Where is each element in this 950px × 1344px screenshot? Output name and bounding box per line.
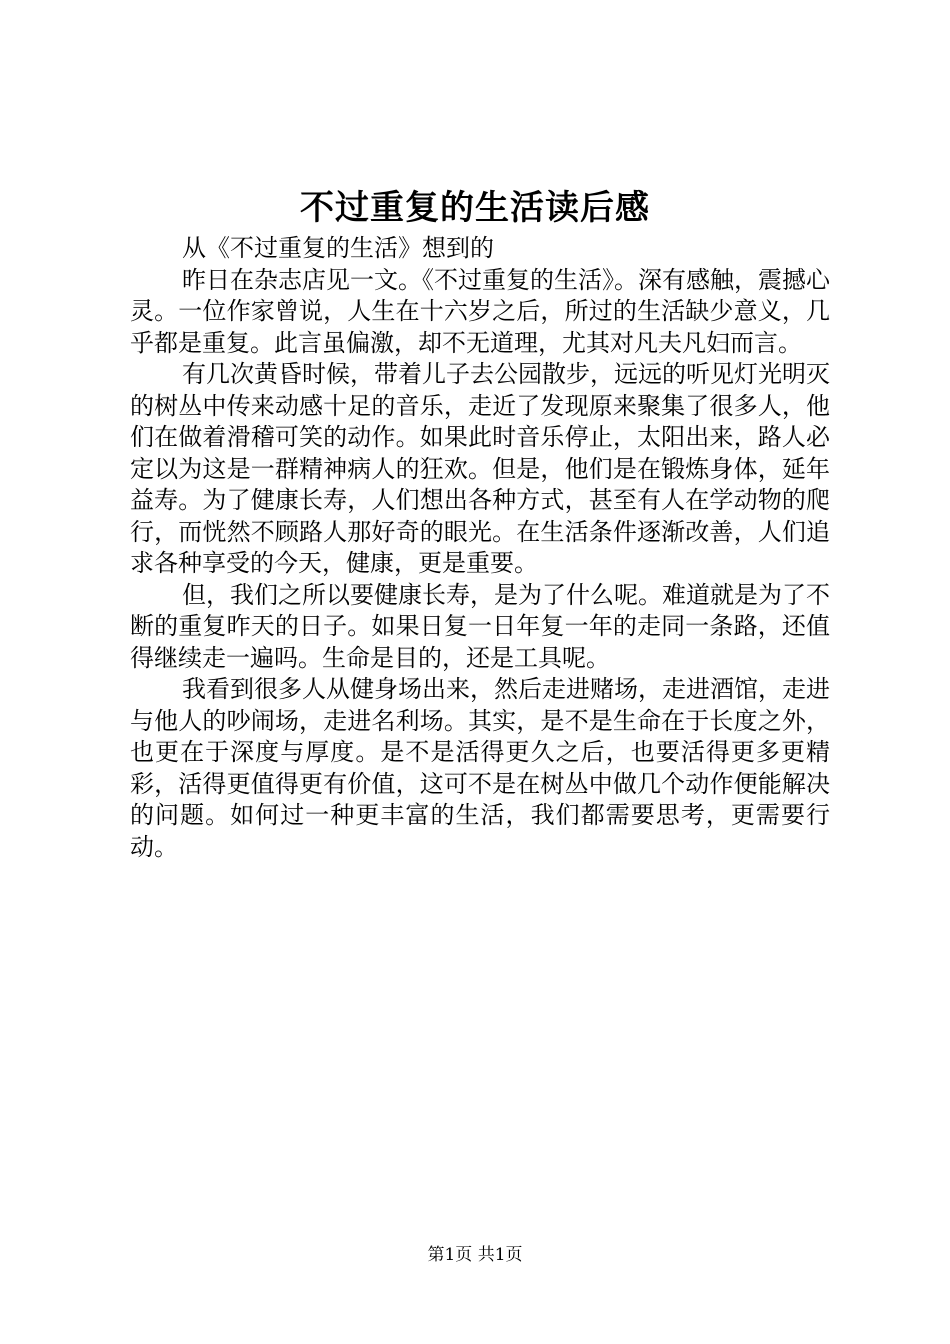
paragraph: 昨日在杂志店见一文。《不过重复的生活》。深有感触，震撼心灵。一位作家曾说，人生在十六岁之后，所过的生活缺少意义，几乎都是重复。此言虽偏激，却不无道理，尤其对凡夫凡妇而言。 bbox=[130, 265, 830, 357]
paragraph: 我看到很多人从健身场出来，然后走进赌场，走进酒馆，走进与他人的吵闹场，走进名利场。其实，是不是生命在于长度之外，也更在于深度与厚度。是不是活得更久之后，也要活得更多更精彩，活得更值得更有价值，这可不是在树丛中做几个动作便能解决的问题。如何过一种更丰富的生活，我们都需要思考，更需要行动。 bbox=[130, 675, 830, 861]
document-title: 不过重复的生活读后感 bbox=[300, 188, 650, 228]
paragraph: 但，我们之所以要健康长寿，是为了什么呢。难道就是为了不断的重复昨天的日子。如果日复一日年复一年的走同一条路，还值得继续走一遍吗。生命是目的，还是工具呢。 bbox=[130, 580, 830, 672]
page-number-footer: 第1页 共1页 bbox=[427, 1245, 523, 1265]
document-body bbox=[130, 233, 830, 863]
paragraph-subtitle: 从《不过重复的生活》想到的 bbox=[182, 234, 494, 262]
paragraph: 有几次黄昏时候，带着儿子去公园散步，远远的听见灯光明灭的树丛中传来动感十足的音乐，走近了发现原来聚集了很多人，他们在做着滑稽可笑的动作。如果此时音乐停止，太阳出来，路人必定以为这是一群精神病人的狂欢。但是，他们是在锻炼身体，延年益寿。为了健康长寿，人们想出各种方式，甚至有人在学动物的爬行，而恍然不顾路人那好奇的眼光。在生活条件逐渐改善，人们追求各种享受的今天，健康，更是重要。 bbox=[130, 360, 830, 577]
